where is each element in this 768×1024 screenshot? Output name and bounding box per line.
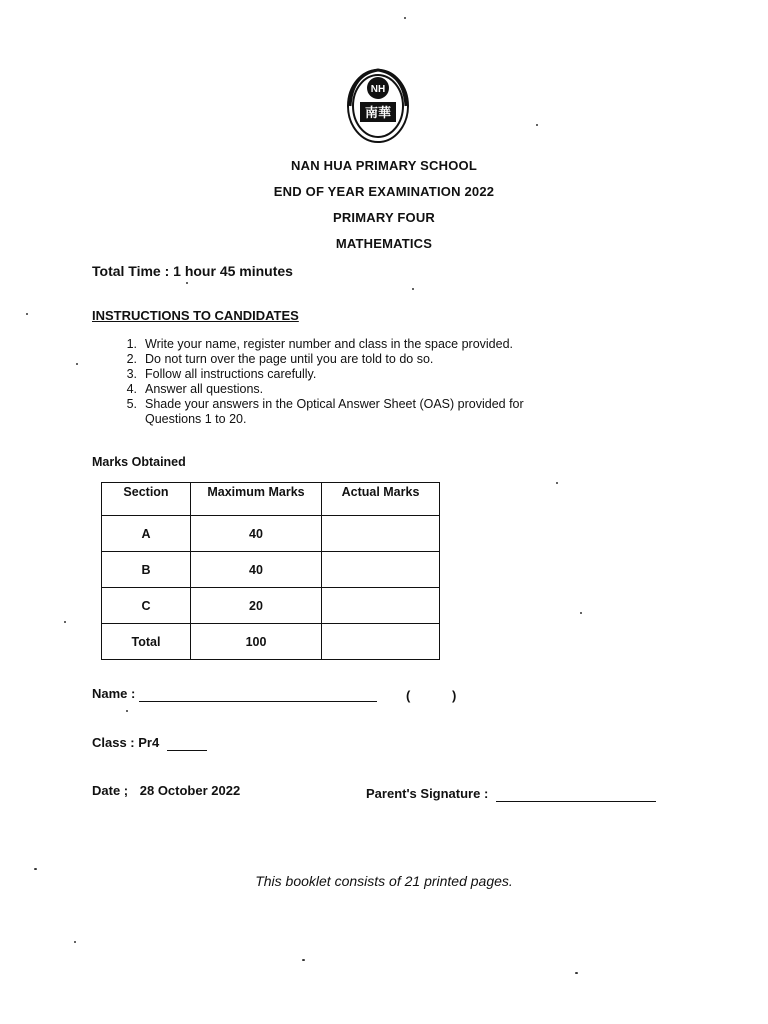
signature-row <box>366 786 656 802</box>
scan-speck <box>74 941 76 943</box>
name-row <box>92 686 377 702</box>
instruction-item <box>112 382 555 397</box>
scan-speck <box>580 612 582 614</box>
school-name: NAN HUA PRIMARY SCHOOL <box>291 158 477 173</box>
instructions-list <box>112 337 555 427</box>
scan-speck <box>556 482 558 484</box>
scan-speck <box>34 868 37 870</box>
name-field[interactable] <box>139 686 377 702</box>
date-label: Date ; <box>92 783 129 798</box>
table-row <box>102 588 440 624</box>
instruction-text: Do not turn over the page until you are told to do so. <box>145 352 434 366</box>
instruction-number: 3. <box>126 367 137 381</box>
scan-speck <box>412 288 414 290</box>
instruction-item <box>112 367 555 382</box>
scan-speck <box>186 282 188 284</box>
scan-speck <box>76 363 78 365</box>
actual-marks-cell[interactable] <box>322 588 440 624</box>
name-label: Name : <box>92 686 136 701</box>
scan-speck <box>26 313 28 315</box>
section-cell: A <box>102 516 191 552</box>
class-row <box>92 735 207 751</box>
table-row <box>102 552 440 588</box>
scan-speck <box>126 710 128 712</box>
instruction-text: Follow all instructions carefully. <box>145 367 317 381</box>
class-field[interactable] <box>167 735 207 751</box>
subject: MATHEMATICS <box>335 236 433 251</box>
max-marks-cell: 20 <box>191 588 322 624</box>
total-time: Total Time : 1 hour 45 minutes <box>92 263 293 279</box>
table-row <box>102 624 440 660</box>
instruction-text: Shade your answers in the Optical Answer Sheet (OAS) provided for Questions 1 to 20. <box>145 397 524 426</box>
section-cell: C <box>102 588 191 624</box>
table-row <box>102 516 440 552</box>
scan-speck <box>302 959 305 961</box>
register-number-field[interactable] <box>418 686 450 702</box>
instruction-item <box>112 397 555 427</box>
instruction-number: 5. <box>126 397 137 411</box>
register-close-paren: ) <box>452 688 457 703</box>
school-crest-icon <box>346 66 410 146</box>
header-maximum-marks: Maximum Marks <box>191 483 322 516</box>
actual-marks-cell[interactable] <box>322 516 440 552</box>
instruction-text: Write your name, register number and class in the space provided. <box>145 337 514 351</box>
max-marks-cell: 40 <box>191 516 322 552</box>
scan-speck <box>536 124 538 126</box>
instruction-number: 4. <box>126 382 137 396</box>
header-actual-marks: Actual Marks <box>322 483 440 516</box>
date-value: 28 October 2022 <box>139 783 241 798</box>
marks-obtained-label: Marks Obtained <box>92 455 186 469</box>
actual-marks-cell[interactable] <box>322 624 440 660</box>
date-row <box>92 783 240 798</box>
scan-speck <box>404 17 406 19</box>
school-logo <box>346 66 410 146</box>
scan-speck <box>575 972 578 974</box>
header-section: Section <box>102 483 191 516</box>
instruction-number: 2. <box>126 352 137 366</box>
instruction-item <box>112 352 555 367</box>
table-header-row <box>102 483 440 516</box>
signature-label: Parent's Signature : <box>366 786 489 801</box>
instructions-heading: INSTRUCTIONS TO CANDIDATES <box>92 308 299 323</box>
marks-table <box>101 482 440 660</box>
page-count-note: This booklet consists of 21 printed pages. <box>255 873 513 889</box>
section-cell: Total <box>102 624 191 660</box>
scan-speck <box>64 621 66 623</box>
section-cell: B <box>102 552 191 588</box>
max-marks-cell: 40 <box>191 552 322 588</box>
logo-chinese-name: 南華 <box>364 106 392 121</box>
class-label: Class : Pr4 <box>92 735 160 750</box>
instruction-text: Answer all questions. <box>145 382 264 396</box>
logo-initials: NH <box>370 84 386 95</box>
level: PRIMARY FOUR <box>332 210 436 225</box>
register-open-paren: ( <box>406 688 411 703</box>
instruction-number: 1. <box>126 337 137 351</box>
instruction-item <box>112 337 555 352</box>
exam-title: END OF YEAR EXAMINATION 2022 <box>273 184 495 199</box>
actual-marks-cell[interactable] <box>322 552 440 588</box>
max-marks-cell: 100 <box>191 624 322 660</box>
signature-field[interactable] <box>496 786 656 802</box>
